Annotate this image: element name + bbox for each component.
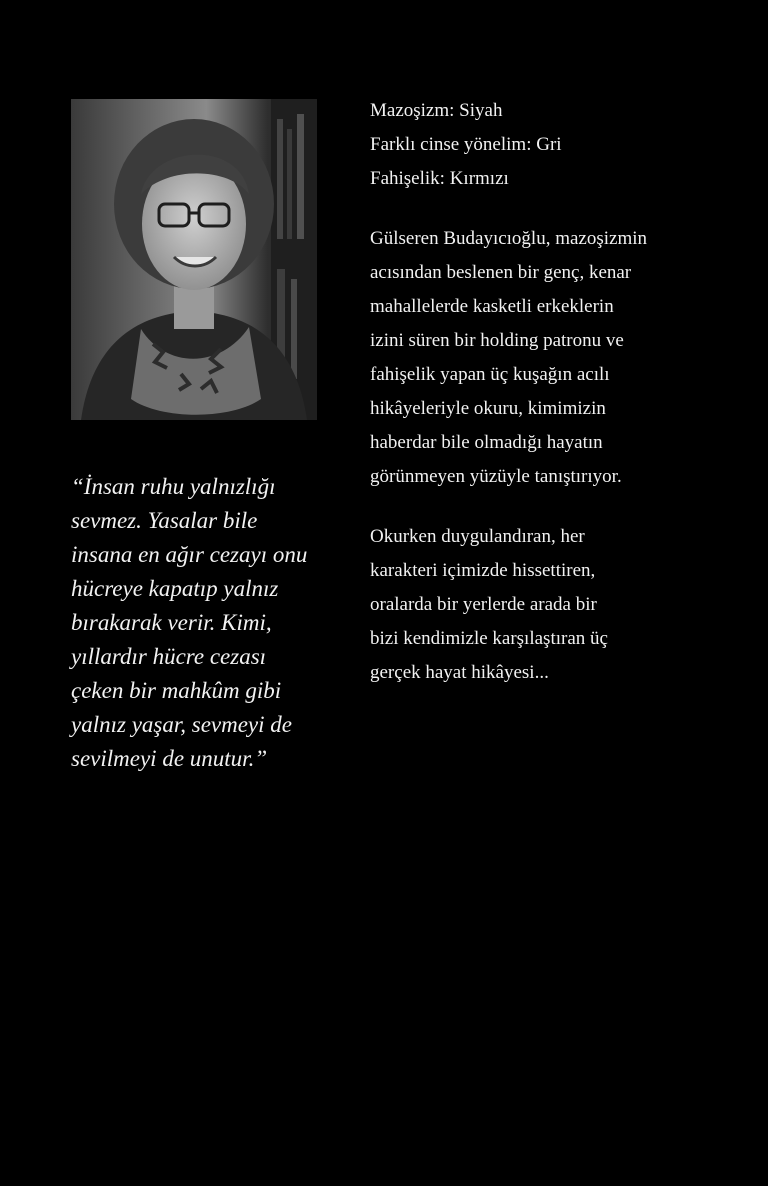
author-portrait-icon xyxy=(71,99,317,420)
paragraph-line: fahişelik yapan üç kuşağın acılı xyxy=(370,364,610,385)
quote-line: hücreye kapatıp yalnız xyxy=(71,576,279,601)
paragraph-line: karakteri içimizde hissettiren, xyxy=(370,560,596,581)
quote-line: yıllardır hücre cezası xyxy=(71,644,267,669)
paragraph-line: oralarda bir yerlerde arada bir xyxy=(370,594,597,615)
color-legend-item: Fahişelik: Kırmızı xyxy=(370,168,509,189)
quote-line: yalnız yaşar, sevmeyi de xyxy=(71,712,292,737)
author-photo xyxy=(71,99,317,420)
description-paragraph-2 xyxy=(370,520,730,690)
paragraph-line: acısından beslenen bir genç, kenar xyxy=(370,262,632,283)
paragraph-line: görünmeyen yüzüyle tanıştırıyor. xyxy=(370,466,622,487)
back-cover-text xyxy=(370,94,730,716)
paragraph-line: izini süren bir holding patronu ve xyxy=(370,330,624,351)
quote-line: “İnsan ruhu yalnızlığı xyxy=(71,474,276,499)
paragraph-line: Gülseren Budayıcıoğlu, mazoşizmin xyxy=(370,228,648,249)
author-quote xyxy=(71,470,351,776)
paragraph-line: gerçek hayat hikâyesi... xyxy=(370,662,549,683)
paragraph-line: bizi kendimizle karşılaştıran üç xyxy=(370,628,608,649)
paragraph-line: Okurken duygulandıran, her xyxy=(370,526,585,547)
quote-line: bırakarak verir. Kimi, xyxy=(71,610,272,635)
description-paragraph-1 xyxy=(370,222,730,494)
paragraph-line: hikâyeleriyle okuru, kimimizin xyxy=(370,398,606,419)
color-legend-item: Farklı cinse yönelim: Gri xyxy=(370,134,562,155)
paragraph-line: haberdar bile olmadığı hayatın xyxy=(370,432,603,453)
color-legend-item: Mazoşizm: Siyah xyxy=(370,100,503,121)
paragraph-line: mahallelerde kasketli erkeklerin xyxy=(370,296,614,317)
quote-line: sevmez. Yasalar bile xyxy=(71,508,258,533)
quote-line: insana en ağır cezayı onu xyxy=(71,542,308,567)
quote-line: çeken bir mahkûm gibi xyxy=(71,678,282,703)
color-legend xyxy=(370,94,730,196)
quote-line: sevilmeyi de unutur.” xyxy=(71,746,268,771)
